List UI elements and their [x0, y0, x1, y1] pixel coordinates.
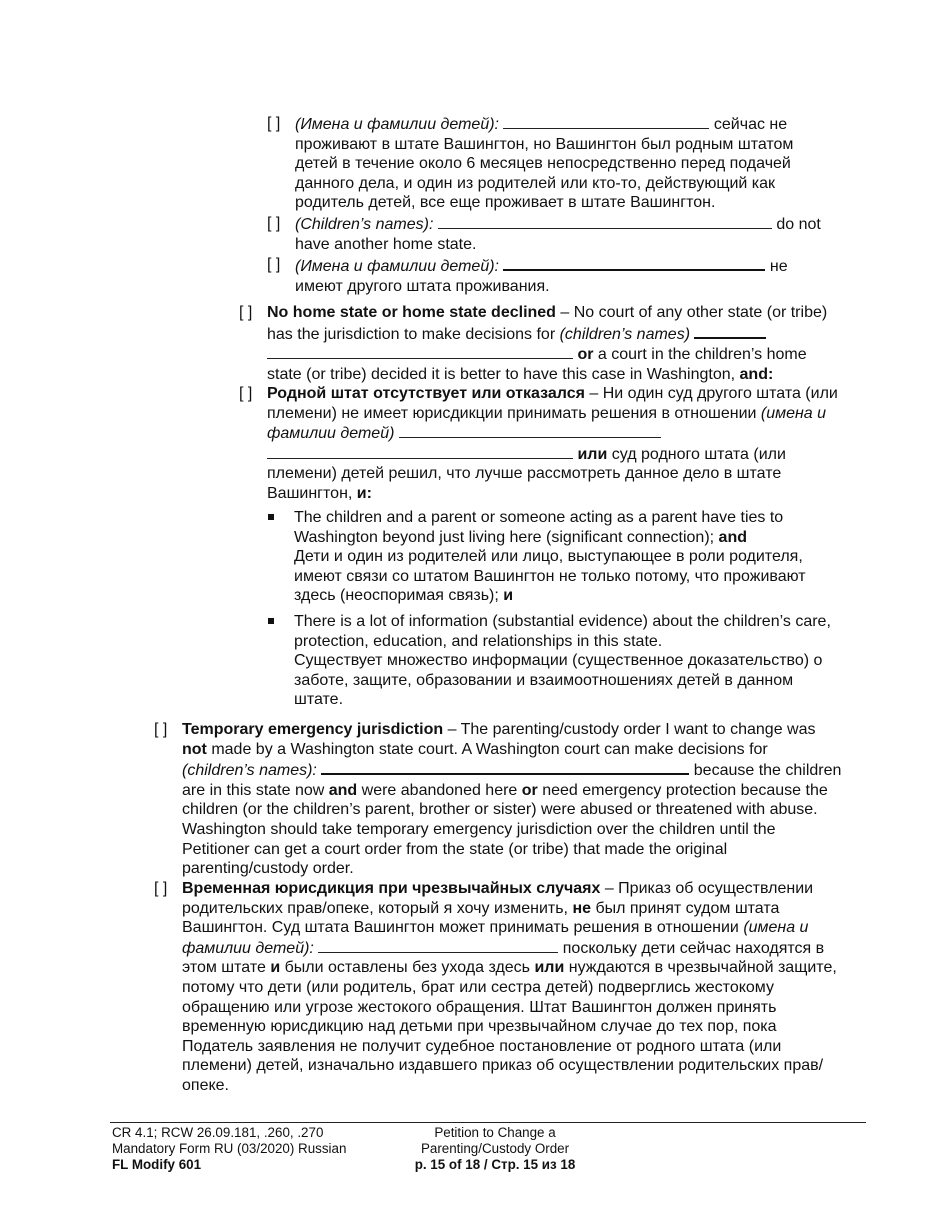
option-text: имеют другого штата проживания. [295, 277, 550, 295]
option-en-temporary-emergency: [ ] Temporary emergency jurisdiction – The parenting/custody order I want to change was not made by a Washington state court. A Washington court can make decisions for (children’s names): because the children are in this state now and were abandoned here or need emergency protection because the children (or the children’s parent, brother or sister) were abused or threatened with abuse. Washington should take temporary emergency jurisdiction over the children until the Petitioner can get a court order from the state (or tribe) that made the original parenting/custody order. [154, 721, 842, 878]
option-ru-temporary-emergency: [ ] Временная юрисдикция при чрезвычайных случаях – Приказ об осуществлении родительских прав/опеке, который я хочу изменить, не был принят судом штата Вашингтон. Суд штата Вашингтон может принимать решения в отношении (имена и фамилии детей): поскольку дети сейчас находятся в этом штате и были оставлены без ухода здесь или нуждаются в чрезвычайной защите, потому что дети (или родитель, брат или сестра детей) подверглись жестокому обращению или угрозе жестокого обращения. Штат Вашингтон должен принять временную юрисдикцию над детьми при чрезвычайном случае до тех пор, пока Податель заявления не получит судебное постановление от родного штата (или племени) детей, изначально издавшего приказ об осуществлении родительских прав/опеке. [154, 880, 837, 1094]
checkbox[interactable]: [ ] [154, 721, 168, 738]
option-ru-no-home-state: [ ] Родной штат отсутствует или отказался – Ни один суд другого штата (или племени) не имеет юрисдикции принимать решения в отношении (имена и фамилии детей) или суд родного штата (или племени) детей решил, что лучше рассмотреть данное дело в штате Вашингтон, и: [239, 385, 838, 502]
children-names-field[interactable] [318, 938, 558, 953]
checkbox[interactable]: [ ] [239, 385, 253, 402]
option-en-no-other-home-state: [ ] (Children’s names): do not have another home state. [267, 215, 821, 253]
option-title: Родной штат отсутствует или отказался [267, 385, 585, 402]
footer-page-number: p. 15 of 18 / Стр. 15 из 18 [414, 1157, 576, 1172]
children-names-field[interactable] [503, 255, 765, 271]
checkbox[interactable]: [ ] [154, 880, 168, 897]
footer-statute: CR 4.1; RCW 26.09.181, .260, .270 [112, 1125, 324, 1140]
checkbox[interactable]: [ ] [239, 304, 253, 321]
criteria-significant-connection: The children and a parent or someone acting as a parent have ties to Washington beyond just living here (significant connection); and Дети и один из родителей или лицо, выступающее в роли родителя, имеют связи со штатом Вашингтон не только потому, что проживают здесь (неоспоримая связь); и [294, 509, 806, 605]
bullet-icon [268, 618, 274, 624]
footer-divider [110, 1122, 866, 1123]
option-ru-no-other-home-state: [ ] (Имена и фамилии детей): не имеют другого штата проживания. [267, 256, 788, 295]
children-names-field[interactable] [321, 759, 689, 775]
checkbox[interactable]: [ ] [267, 115, 281, 132]
bullet-icon [268, 514, 274, 520]
option-text: проживают в штате Вашингтон, но Вашингтон был родным штатом детей в течение около 6 месяцев непосредственно перед подачей данного дела, и один из родителей или кто-то, действующий как родитель детей, все еще проживает в штате Вашингтон. [295, 135, 794, 212]
option-ru-not-living: [ ] (Имена и фамилии детей): сейчас не проживают в штате Вашингтон, но Вашингтон был родным штатом детей в течение около 6 месяцев непосредственно перед подачей данного дела, и один из родителей или кто-то, действующий как родитель детей, все еще проживает в штате Вашингтон. [267, 115, 794, 212]
option-text: have another home state. [295, 235, 477, 253]
field-label: (Имена и фамилии детей): [295, 258, 499, 275]
criteria-substantial-evidence: There is a lot of information (substantial evidence) about the children’s care, protection, education, and relationships in this state. Существует множество информации (существенное доказательство) о заботе, защите, образовании и взаимоотношениях детей в данном штате. [294, 613, 831, 709]
footer-form-version: Mandatory Form RU (03/2020) Russian [112, 1141, 347, 1156]
footer-doc-title: Petition to Change a [434, 1125, 556, 1140]
children-names-field[interactable] [503, 114, 709, 129]
option-title: No home state or home state declined [267, 304, 556, 321]
option-title: Временная юрисдикция при чрезвычайных случаях [182, 880, 601, 897]
field-label: (children’s names) [559, 325, 691, 343]
children-names-field-cont[interactable] [267, 444, 573, 459]
field-label: (имена и фамилии детей): [182, 919, 809, 957]
field-label: (children’s names): [182, 762, 317, 780]
field-label: (Children’s names): [295, 216, 434, 233]
footer-form-id: FL Modify 601 [112, 1157, 202, 1172]
children-names-field[interactable] [438, 214, 772, 229]
option-title: Temporary emergency jurisdiction [182, 721, 444, 738]
field-label: (Имена и фамилии детей): [295, 116, 499, 133]
checkbox[interactable]: [ ] [267, 256, 281, 273]
children-names-field[interactable] [399, 423, 661, 438]
footer-doc-subtitle: Parenting/Custody Order [420, 1141, 570, 1156]
checkbox[interactable]: [ ] [267, 215, 281, 232]
option-en-no-home-state: [ ] No home state or home state declined – No court of any other state (or tribe) has the jurisdiction to make decisions for (children’s names) or a court in the children’s home state (or tribe) decided it is better to have this case in Washington, and: [239, 304, 828, 383]
children-names-field[interactable] [694, 323, 766, 339]
footer-center [390, 1125, 600, 1173]
footer-left [112, 1125, 392, 1173]
children-names-field-cont[interactable] [267, 344, 573, 359]
field-label: (имена и фамилии детей) [267, 404, 827, 443]
